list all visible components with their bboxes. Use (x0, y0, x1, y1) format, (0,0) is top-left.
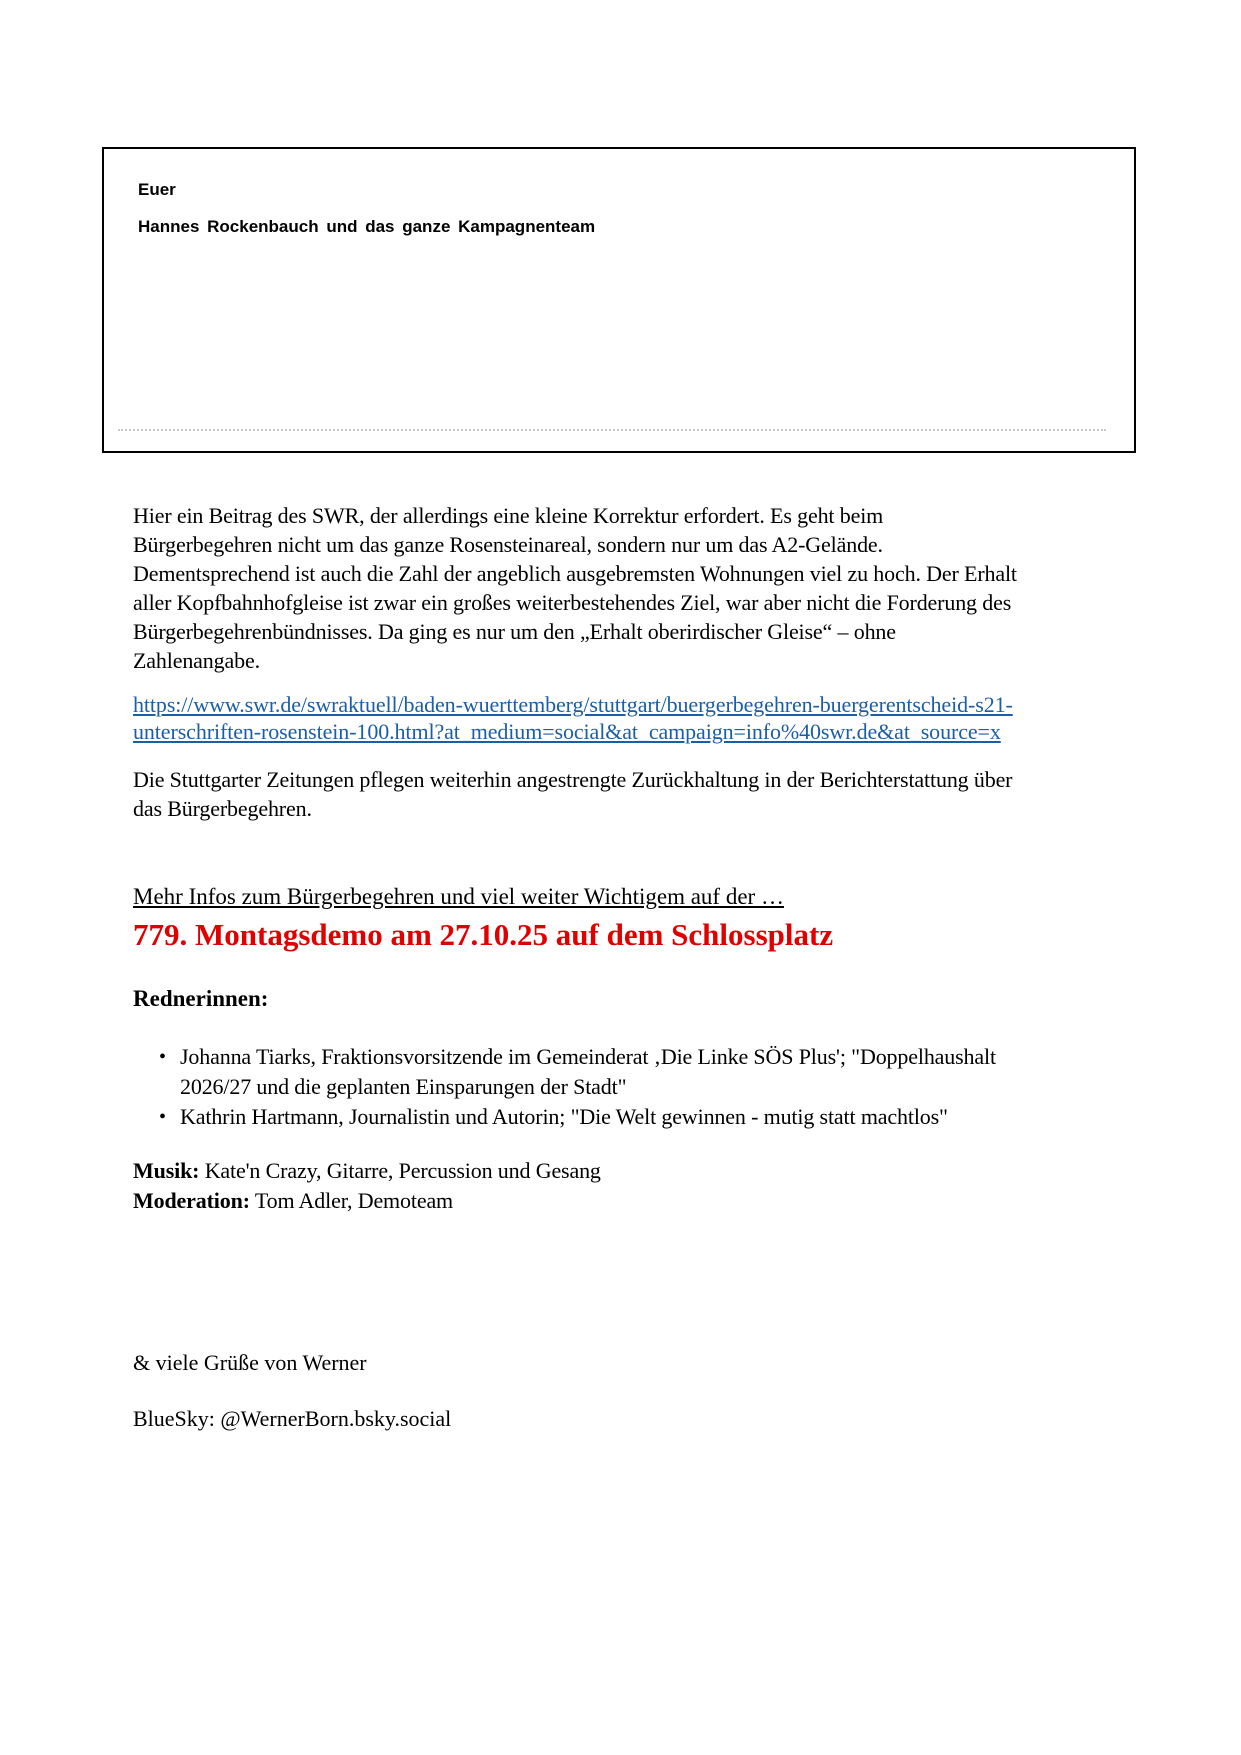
signature-box (102, 147, 1136, 453)
speakers-label: Rednerinnen: (133, 986, 269, 1011)
moderation-line (133, 1186, 1019, 1216)
bullet-icon: • (159, 1106, 166, 1128)
list-item (133, 1102, 1019, 1132)
greeting-line: & viele Grüße von Werner (133, 1350, 367, 1375)
swr-article-link[interactable]: https://www.swr.de/swraktuell/baden-wuerttemberg/stuttgart/buergerbegehren-buergerentscheid-s21-unterschriften-rosenstein-100.html?at_medium=social&at_campaign=info%40swr.de&at_source=x (133, 692, 1013, 744)
moderation-label: Moderation: (133, 1188, 250, 1213)
swr-correction-paragraph: Hier ein Beitrag des SWR, der allerdings eine kleine Korrektur erfordert. Es geht beim Bürgerbegehren nicht um das ganze Rosensteinareal, sondern nur um das A2-Gelände. Dementsprechend ist auch die Zahl der angeblich ausgebremsten Wohnungen viel zu hoch. Der Erhalt aller Kopfbahnhofgleise ist zwar ein großes weiterbestehendes Ziel, war aber nicht die Forderung des Bürgerbegehrenbündnisses. Da ging es nur um den „Erhalt oberirdischer Gleise“ – ohne Zahlenangabe. (133, 503, 1017, 673)
bluesky-handle-line: BlueSky: @WernerBorn.bsky.social (133, 1406, 452, 1431)
signature-names: Hannes Rockenbauch und das ganze Kampagnenteam (138, 217, 596, 236)
list-item (133, 1042, 1019, 1102)
music-value: Kate'n Crazy, Gitarre, Percussion und Gesang (199, 1158, 601, 1183)
document-body (133, 453, 1019, 1434)
signature-closing: Euer (138, 180, 176, 199)
press-coverage-paragraph: Die Stuttgarter Zeitungen pflegen weiterhin angestrengte Zurückhaltung in der Berichterstattung über das Bürgerbegehren. (133, 767, 1013, 821)
moderation-value: Tom Adler, Demoteam (249, 1188, 454, 1213)
dotted-divider (118, 429, 1106, 431)
bullet-icon: • (159, 1046, 166, 1068)
music-label: Musik: (133, 1158, 200, 1183)
speaker-entry: Johanna Tiarks, Fraktionsvorsitzende im Gemeinderat ‚Die Linke SÖS Plus'; "Doppelhaushalt 2026/27 und die geplanten Einsparungen der Stadt" (180, 1044, 996, 1099)
more-info-line: Mehr Infos zum Bürgerbegehren und viel weiter Wichtigem auf der … (133, 884, 784, 909)
music-line (133, 1156, 1019, 1186)
speaker-entry: Kathrin Hartmann, Journalistin und Autorin; "Die Welt gewinnen - mutig statt machtlos" (180, 1104, 948, 1129)
link-paragraph (133, 691, 1019, 745)
demo-headline: 779. Montagsdemo am 27.10.25 auf dem Schlossplatz (133, 917, 834, 952)
speakers-list (133, 1042, 1019, 1132)
